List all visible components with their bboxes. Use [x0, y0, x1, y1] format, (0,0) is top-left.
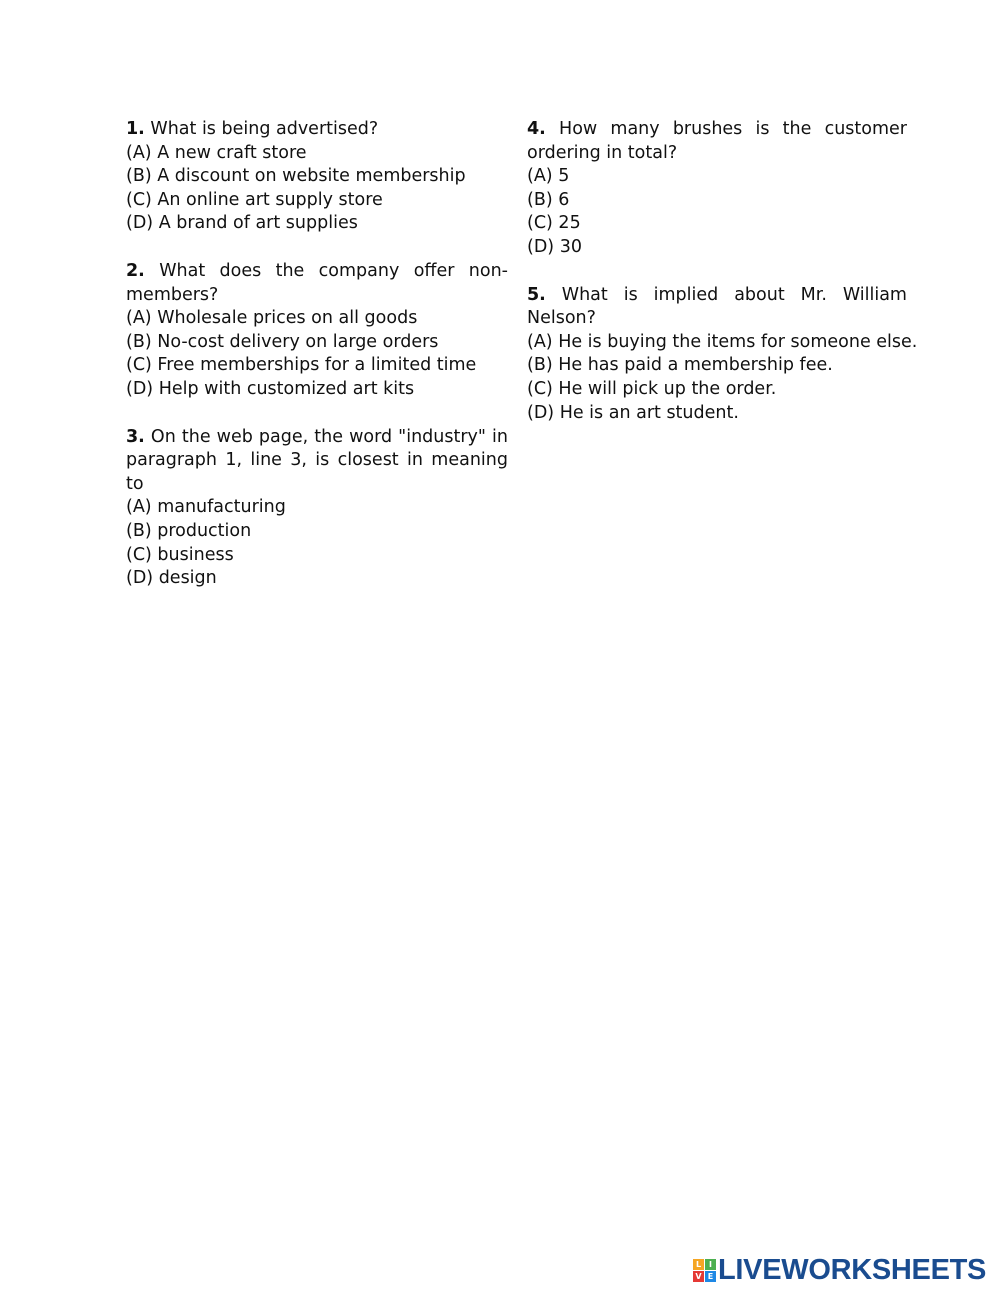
logo-mark-letter: I	[705, 1259, 716, 1270]
question-3	[126, 426, 508, 591]
option-b: (B) production	[126, 520, 252, 541]
question-text: How many brushes is the customer ordering in total?	[527, 119, 907, 163]
option-c: (C) business	[126, 544, 234, 565]
option-b: (B) No-cost delivery on large orders	[126, 331, 439, 352]
option-c: (C) Free memberships for a limited time	[126, 355, 477, 376]
question-text: What does the company offer non-members?	[126, 260, 508, 305]
option-d: (D) A brand of art supplies	[126, 213, 358, 234]
option-a: (A) Wholesale prices on all goods	[126, 308, 418, 329]
question-stem	[126, 118, 508, 142]
option-a: (A) A new craft store	[126, 142, 307, 163]
option-c: (C) 25	[527, 213, 581, 234]
option-d: (D) Help with customized art kits	[126, 378, 415, 399]
option-b: (B) 6	[527, 189, 570, 210]
question-number: 5.	[527, 284, 546, 305]
option-d: (D) design	[126, 568, 217, 589]
question-4	[527, 118, 907, 260]
option-a: (A) He is buying the items for someone else.	[527, 331, 918, 352]
logo-text: LIVEWORKSHEETS	[718, 1254, 987, 1286]
question-number: 4.	[527, 119, 546, 139]
question-text: On the web page, the word "industry" in paragraph 1, line 3, is closest in meaning to	[126, 426, 508, 494]
question-number: 3.	[126, 426, 145, 447]
question-2	[126, 260, 508, 402]
option-c: (C) An online art supply store	[126, 189, 383, 210]
question-number: 2.	[126, 260, 145, 281]
question-5	[527, 284, 918, 426]
question-text: What is being advertised?	[150, 119, 379, 139]
option-b: (B) He has paid a membership fee.	[527, 355, 833, 376]
question-stem	[126, 260, 508, 307]
option-a: (A) manufacturing	[126, 497, 286, 518]
question-stem	[527, 284, 907, 331]
question-stem	[527, 118, 907, 165]
question-text: What is implied about Mr. William Nelson?	[527, 284, 907, 329]
option-d: (D) He is an art student.	[527, 402, 739, 423]
question-1	[126, 118, 508, 236]
logo-mark-icon	[693, 1259, 716, 1282]
logo-mark-letter: E	[705, 1271, 716, 1282]
option-c: (C) He will pick up the order.	[527, 378, 777, 399]
logo-mark-letter: V	[693, 1271, 704, 1282]
option-a: (A) 5	[527, 166, 570, 187]
option-d: (D) 30	[527, 236, 582, 257]
right-column	[527, 118, 918, 449]
option-b: (B) A discount on website membership	[126, 166, 466, 187]
question-stem	[126, 426, 508, 497]
question-number: 1.	[126, 119, 145, 139]
logo-mark-letter: L	[693, 1259, 704, 1270]
liveworksheets-logo	[693, 1254, 987, 1286]
left-column	[126, 118, 508, 615]
